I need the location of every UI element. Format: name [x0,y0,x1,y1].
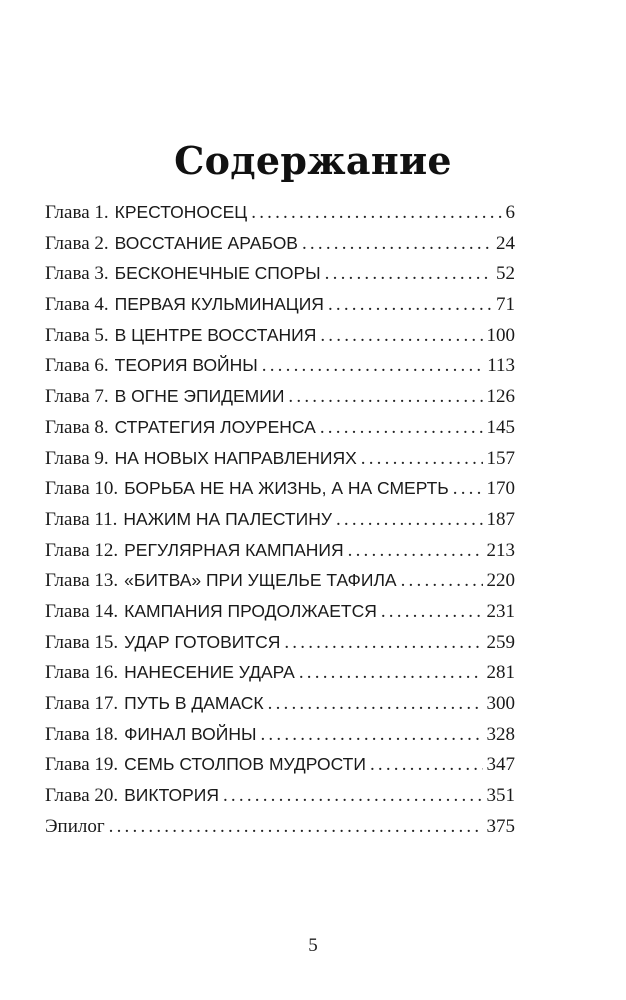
toc-dot-leader [325,263,492,285]
toc-dot-leader [320,417,483,439]
toc-entry-page: 347 [486,754,515,776]
toc-entry-page: 71 [496,294,515,316]
toc-entry-page: 281 [486,662,515,684]
toc-entry-page: 328 [486,723,515,745]
toc-entry-title: НАЖИМ НА ПАЛЕСТИНУ [123,508,332,529]
toc-entry-title: ПЕРВАЯ КУЛЬМИНАЦИЯ [114,294,324,315]
toc-dot-leader [401,570,483,592]
toc-dot-leader [268,693,483,715]
toc-dot-leader [251,202,501,224]
toc-dot-leader [336,509,483,531]
toc-entry-prefix: Глава 19. [45,754,119,776]
toc-entry [45,448,515,479]
toc-entry-page: 220 [486,570,515,592]
toc-entry-page: 52 [496,263,515,285]
toc-entry-title: СТРАТЕГИЯ ЛОУРЕНСА [114,416,316,437]
toc-entry-title: УДАР ГОТОВИТСЯ [124,631,281,652]
toc-dot-leader [302,233,492,255]
toc-entry-title: СЕМЬ СТОЛПОВ МУДРОСТИ [124,754,366,775]
toc-entry-title: В ЦЕНТРЕ ВОССТАНИЯ [114,324,317,345]
toc-entry [45,662,515,693]
toc-entry-page: 259 [486,631,515,653]
toc-entry-title: РЕГУЛЯРНАЯ КАМПАНИЯ [124,539,344,560]
toc-entry-page: 113 [487,355,515,377]
toc-entry [45,509,515,540]
toc-entry [45,233,515,264]
toc-entry-prefix: Глава 20. [45,785,119,807]
toc-entry-page: 375 [486,815,515,837]
toc-entry-title: «БИТВА» ПРИ УЩЕЛЬЕ ТАФИЛА [124,570,397,591]
toc-entry-prefix: Глава 2. [45,232,109,254]
toc-dot-leader [361,448,483,470]
toc-entry-prefix: Глава 5. [45,324,109,346]
page-number: 5 [308,935,318,956]
toc-entry-prefix: Глава 18. [45,723,119,745]
toc-entry [45,202,515,233]
toc-entry [45,693,515,724]
toc-entry-prefix: Глава 11. [45,508,118,530]
toc-entry-page: 170 [486,478,515,500]
toc-entry [45,816,515,847]
toc-entry-page: 24 [496,232,515,254]
toc-entry-page: 213 [486,539,515,561]
toc-entry-title: НА НОВЫХ НАПРАВЛЕНИЯХ [114,447,357,468]
toc-entry [45,478,515,509]
toc-dot-leader [299,662,483,684]
toc-dot-leader [223,785,483,807]
toc-entry-prefix: Глава 16. [45,662,119,684]
toc-entry-title: ФИНАЛ ВОЙНЫ [124,723,257,744]
toc-entry-prefix: Глава 3. [45,263,109,285]
toc-dot-leader [381,601,483,623]
toc-entry-prefix: Глава 14. [45,600,119,622]
toc-entry-title: ПУТЬ В ДАМАСК [124,693,264,713]
toc-entry-page: 187 [486,508,515,530]
toc-entry [45,632,515,663]
toc-entry [45,263,515,294]
toc-entry [45,570,515,601]
toc-dot-leader [262,355,483,377]
toc-entry-page: 100 [486,324,515,346]
toc-entry-prefix: Глава 13. [45,570,119,592]
toc-entry-title: ВОССТАНИЕ АРАБОВ [114,232,298,253]
toc-entry-title: ВИКТОРИЯ [124,785,219,806]
toc-entry-page: 126 [486,386,515,408]
toc-entry [45,754,515,785]
toc-entry-prefix: Глава 15. [45,631,119,653]
toc-dot-leader [109,816,483,838]
toc-entry-prefix: Глава 1. [45,202,109,223]
toc-entry [45,417,515,448]
toc-entry-prefix: Глава 8. [45,416,109,438]
toc-entry-page: 157 [486,447,515,469]
toc-dot-leader [328,294,492,316]
toc-entry-page: 145 [486,416,515,438]
toc-entry-prefix: Глава 12. [45,539,119,561]
toc-entry-prefix: Эпилог [45,815,105,837]
toc-entry-page: 300 [486,693,515,714]
toc-entry-title: НАНЕСЕНИЕ УДАРА [124,662,295,683]
toc-entry-prefix: Глава 4. [45,294,109,316]
toc-dot-leader [348,540,483,562]
toc-entry-prefix: Глава 9. [45,447,109,469]
toc-dot-leader [260,724,482,746]
toc-dot-leader [284,632,482,654]
toc-entry [45,386,515,417]
toc-dot-leader [288,386,482,408]
toc-entry-title: КАМПАНИЯ ПРОДОЛЖАЕТСЯ [124,600,377,621]
table-of-contents [45,202,515,846]
toc-entry-page: 231 [486,600,515,622]
toc-entry [45,294,515,325]
toc-entry [45,785,515,816]
toc-entry [45,540,515,571]
toc-entry [45,601,515,632]
toc-entry-prefix: Глава 7. [45,386,109,408]
toc-entry-prefix: Глава 10. [45,478,119,500]
toc-entry [45,325,515,356]
toc-entry-prefix: Глава 17. [45,693,119,714]
toc-entry-title: ТЕОРИЯ ВОЙНЫ [114,355,258,376]
toc-dot-leader [453,478,483,500]
toc-entry-page: 351 [486,785,515,807]
toc-dot-leader [370,754,483,776]
page-title: Содержание [174,138,452,183]
toc-entry-title: В ОГНЕ ЭПИДЕМИИ [114,386,285,407]
toc-entry [45,355,515,386]
toc-entry-title: КРЕСТОНОСЕЦ [114,202,248,222]
toc-entry [45,724,515,755]
toc-entry-prefix: Глава 6. [45,355,109,377]
toc-entry-title: БЕСКОНЕЧНЫЕ СПОРЫ [114,263,321,284]
toc-dot-leader [320,325,482,347]
toc-entry-title: БОРЬБА НЕ НА ЖИЗНЬ, А НА СМЕРТЬ [124,478,449,499]
toc-entry-page: 6 [505,202,515,223]
